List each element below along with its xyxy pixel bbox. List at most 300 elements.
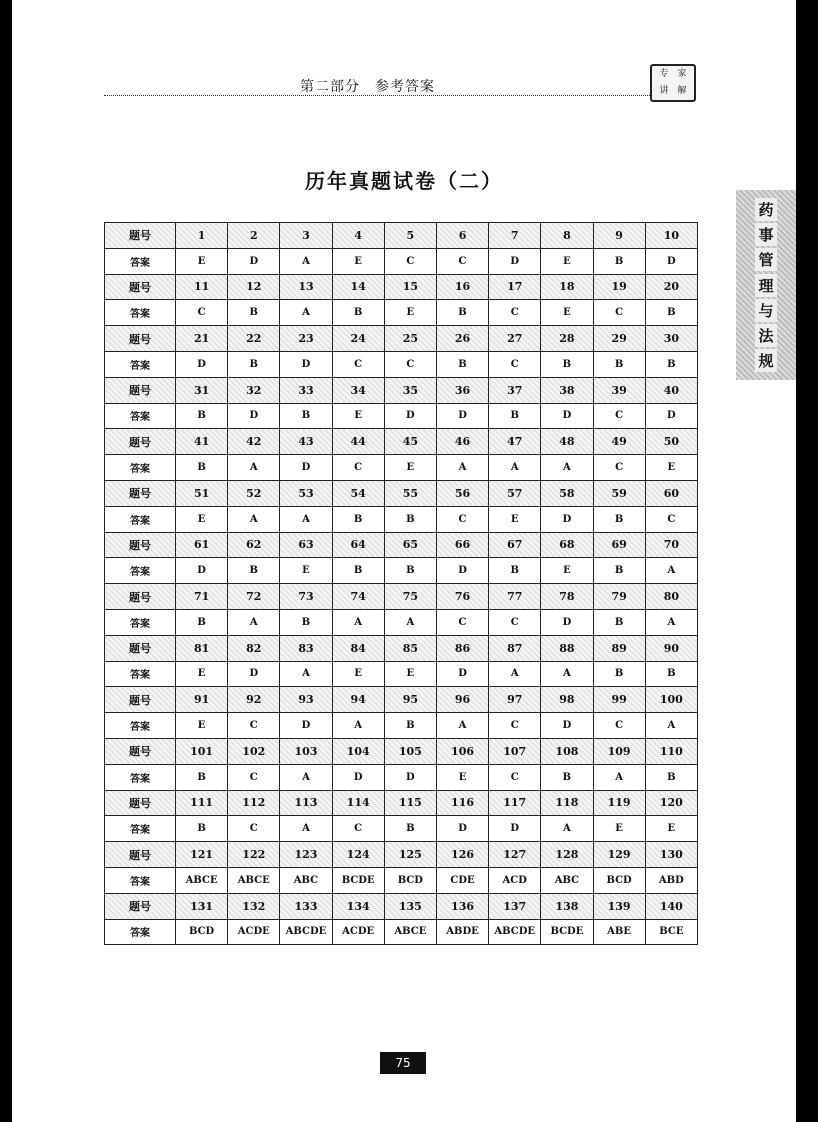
answer-cell: E bbox=[384, 300, 436, 326]
answer-row-label: 答案 bbox=[105, 919, 176, 945]
question-number-cell: 114 bbox=[332, 790, 384, 816]
question-number-cell: 129 bbox=[593, 842, 645, 868]
question-number-cell: 72 bbox=[228, 584, 280, 610]
answer-cell: A bbox=[332, 609, 384, 635]
question-number-cell: 131 bbox=[176, 893, 228, 919]
answer-row-label: 答案 bbox=[105, 609, 176, 635]
answer-cell: D bbox=[280, 713, 332, 739]
answer-cell: A bbox=[384, 609, 436, 635]
question-number-cell: 41 bbox=[176, 429, 228, 455]
logo-char: 解 bbox=[677, 86, 687, 96]
answer-cell: ACDE bbox=[332, 919, 384, 945]
question-number-cell: 56 bbox=[436, 480, 488, 506]
question-number-cell: 29 bbox=[593, 326, 645, 352]
question-row bbox=[105, 687, 698, 713]
question-number-cell: 70 bbox=[645, 532, 697, 558]
question-number-cell: 118 bbox=[541, 790, 593, 816]
side-tab-char: 药 bbox=[755, 198, 776, 221]
side-tab-char: 理 bbox=[755, 274, 776, 297]
answer-key-table bbox=[104, 222, 698, 945]
question-number-cell: 4 bbox=[332, 223, 384, 249]
question-number-cell: 94 bbox=[332, 687, 384, 713]
question-number-cell: 71 bbox=[176, 584, 228, 610]
question-number-cell: 66 bbox=[436, 532, 488, 558]
answer-cell: ABCDE bbox=[280, 919, 332, 945]
answer-cell: D bbox=[384, 764, 436, 790]
side-tab-char: 法 bbox=[755, 324, 776, 347]
answer-row-label: 答案 bbox=[105, 816, 176, 842]
question-number-cell: 24 bbox=[332, 326, 384, 352]
question-number-cell: 3 bbox=[280, 223, 332, 249]
answer-cell: B bbox=[332, 300, 384, 326]
question-number-cell: 90 bbox=[645, 635, 697, 661]
question-row-label: 题号 bbox=[105, 635, 176, 661]
answer-cell: ABC bbox=[541, 867, 593, 893]
answer-row-label: 答案 bbox=[105, 558, 176, 584]
answer-cell: ABCE bbox=[228, 867, 280, 893]
question-number-cell: 80 bbox=[645, 584, 697, 610]
answer-cell: BCE bbox=[645, 919, 697, 945]
answer-cell: B bbox=[384, 816, 436, 842]
answer-row bbox=[105, 867, 698, 893]
question-number-cell: 93 bbox=[280, 687, 332, 713]
question-number-cell: 78 bbox=[541, 584, 593, 610]
header-divider bbox=[104, 95, 650, 96]
answer-cell: B bbox=[593, 609, 645, 635]
answer-row bbox=[105, 816, 698, 842]
question-number-cell: 115 bbox=[384, 790, 436, 816]
question-number-cell: 16 bbox=[436, 274, 488, 300]
question-row-label: 题号 bbox=[105, 429, 176, 455]
answer-cell: D bbox=[436, 816, 488, 842]
question-number-cell: 112 bbox=[228, 790, 280, 816]
question-number-cell: 105 bbox=[384, 738, 436, 764]
question-number-cell: 57 bbox=[489, 480, 541, 506]
answer-cell: A bbox=[541, 661, 593, 687]
answer-cell: A bbox=[593, 764, 645, 790]
answer-cell: B bbox=[436, 351, 488, 377]
question-number-cell: 116 bbox=[436, 790, 488, 816]
question-number-cell: 106 bbox=[436, 738, 488, 764]
answer-cell: D bbox=[228, 661, 280, 687]
question-number-cell: 34 bbox=[332, 377, 384, 403]
question-number-cell: 108 bbox=[541, 738, 593, 764]
answer-row bbox=[105, 455, 698, 481]
question-number-cell: 119 bbox=[593, 790, 645, 816]
question-number-cell: 7 bbox=[489, 223, 541, 249]
question-number-cell: 13 bbox=[280, 274, 332, 300]
question-row-label: 题号 bbox=[105, 223, 176, 249]
answer-row bbox=[105, 558, 698, 584]
question-row-label: 题号 bbox=[105, 790, 176, 816]
question-number-cell: 88 bbox=[541, 635, 593, 661]
question-number-cell: 42 bbox=[228, 429, 280, 455]
answer-row-label: 答案 bbox=[105, 661, 176, 687]
running-header-title: 第二部分 参考答案 bbox=[300, 79, 435, 95]
question-row-label: 题号 bbox=[105, 738, 176, 764]
question-row bbox=[105, 635, 698, 661]
question-number-cell: 62 bbox=[228, 532, 280, 558]
answer-cell: D bbox=[436, 661, 488, 687]
page-number: 75 bbox=[380, 1052, 426, 1074]
answer-cell: D bbox=[332, 764, 384, 790]
question-number-cell: 17 bbox=[489, 274, 541, 300]
question-number-cell: 107 bbox=[489, 738, 541, 764]
question-number-cell: 97 bbox=[489, 687, 541, 713]
answer-cell: B bbox=[645, 764, 697, 790]
answer-cell: B bbox=[593, 506, 645, 532]
answer-cell: D bbox=[384, 403, 436, 429]
question-number-cell: 9 bbox=[593, 223, 645, 249]
answer-cell: B bbox=[593, 661, 645, 687]
answer-cell: A bbox=[541, 816, 593, 842]
answer-cell: A bbox=[645, 558, 697, 584]
answer-cell: B bbox=[228, 300, 280, 326]
question-number-cell: 76 bbox=[436, 584, 488, 610]
answer-cell: D bbox=[489, 248, 541, 274]
answer-cell: B bbox=[332, 558, 384, 584]
answer-cell: B bbox=[645, 661, 697, 687]
question-number-cell: 63 bbox=[280, 532, 332, 558]
question-number-cell: 123 bbox=[280, 842, 332, 868]
question-number-cell: 15 bbox=[384, 274, 436, 300]
answer-cell: ABE bbox=[593, 919, 645, 945]
answer-cell: B bbox=[176, 816, 228, 842]
question-number-cell: 109 bbox=[593, 738, 645, 764]
question-number-cell: 79 bbox=[593, 584, 645, 610]
question-number-cell: 28 bbox=[541, 326, 593, 352]
answer-row bbox=[105, 300, 698, 326]
question-number-cell: 53 bbox=[280, 480, 332, 506]
question-number-cell: 120 bbox=[645, 790, 697, 816]
side-tab-char: 与 bbox=[755, 299, 776, 322]
question-number-cell: 84 bbox=[332, 635, 384, 661]
question-number-cell: 43 bbox=[280, 429, 332, 455]
answer-row bbox=[105, 919, 698, 945]
question-number-cell: 133 bbox=[280, 893, 332, 919]
question-number-cell: 100 bbox=[645, 687, 697, 713]
answer-cell: D bbox=[541, 506, 593, 532]
answer-cell: BCD bbox=[384, 867, 436, 893]
question-number-cell: 95 bbox=[384, 687, 436, 713]
answer-cell: B bbox=[176, 764, 228, 790]
answer-cell: B bbox=[593, 558, 645, 584]
question-number-cell: 87 bbox=[489, 635, 541, 661]
question-number-cell: 22 bbox=[228, 326, 280, 352]
question-row-label: 题号 bbox=[105, 326, 176, 352]
question-number-cell: 64 bbox=[332, 532, 384, 558]
question-row bbox=[105, 532, 698, 558]
answer-cell: A bbox=[436, 455, 488, 481]
answer-cell: C bbox=[645, 506, 697, 532]
question-number-cell: 51 bbox=[176, 480, 228, 506]
answer-cell: A bbox=[332, 713, 384, 739]
answer-cell: E bbox=[332, 661, 384, 687]
answer-cell: B bbox=[489, 403, 541, 429]
answer-cell: B bbox=[280, 403, 332, 429]
question-number-cell: 35 bbox=[384, 377, 436, 403]
question-number-cell: 55 bbox=[384, 480, 436, 506]
question-number-cell: 8 bbox=[541, 223, 593, 249]
question-row bbox=[105, 893, 698, 919]
question-row-label: 题号 bbox=[105, 274, 176, 300]
answer-cell: D bbox=[541, 609, 593, 635]
question-number-cell: 61 bbox=[176, 532, 228, 558]
answer-cell: A bbox=[645, 609, 697, 635]
answer-cell: C bbox=[384, 248, 436, 274]
answer-cell: B bbox=[384, 506, 436, 532]
question-number-cell: 38 bbox=[541, 377, 593, 403]
side-tab-char: 管 bbox=[755, 248, 776, 271]
answer-cell: CDE bbox=[436, 867, 488, 893]
question-number-cell: 89 bbox=[593, 635, 645, 661]
answer-row bbox=[105, 403, 698, 429]
question-number-cell: 69 bbox=[593, 532, 645, 558]
answer-cell: C bbox=[489, 609, 541, 635]
side-tab-char: 规 bbox=[755, 349, 776, 372]
question-number-cell: 20 bbox=[645, 274, 697, 300]
question-number-cell: 81 bbox=[176, 635, 228, 661]
answer-cell: BCD bbox=[593, 867, 645, 893]
answer-cell: B bbox=[489, 558, 541, 584]
answer-cell: D bbox=[436, 403, 488, 429]
question-number-cell: 103 bbox=[280, 738, 332, 764]
answer-cell: ABCE bbox=[384, 919, 436, 945]
book-logo-icon bbox=[650, 64, 696, 102]
answer-cell: C bbox=[593, 300, 645, 326]
answer-cell: D bbox=[541, 713, 593, 739]
answer-cell: B bbox=[645, 300, 697, 326]
answer-cell: D bbox=[436, 558, 488, 584]
question-number-cell: 137 bbox=[489, 893, 541, 919]
answer-cell: A bbox=[489, 661, 541, 687]
answer-cell: B bbox=[645, 351, 697, 377]
answer-cell: C bbox=[332, 455, 384, 481]
question-row bbox=[105, 223, 698, 249]
question-number-cell: 83 bbox=[280, 635, 332, 661]
question-number-cell: 44 bbox=[332, 429, 384, 455]
question-number-cell: 54 bbox=[332, 480, 384, 506]
answer-cell: A bbox=[280, 248, 332, 274]
question-number-cell: 60 bbox=[645, 480, 697, 506]
answer-row-label: 答案 bbox=[105, 351, 176, 377]
answer-cell: D bbox=[280, 455, 332, 481]
answer-cell: D bbox=[489, 816, 541, 842]
answer-cell: ACDE bbox=[228, 919, 280, 945]
answer-cell: B bbox=[541, 764, 593, 790]
answer-row bbox=[105, 248, 698, 274]
answer-cell: ABCE bbox=[176, 867, 228, 893]
answer-cell: E bbox=[489, 506, 541, 532]
answer-cell: E bbox=[332, 403, 384, 429]
answer-cell: C bbox=[332, 816, 384, 842]
answer-cell: ABDE bbox=[436, 919, 488, 945]
answer-cell: E bbox=[280, 558, 332, 584]
question-row bbox=[105, 790, 698, 816]
question-number-cell: 124 bbox=[332, 842, 384, 868]
question-number-cell: 104 bbox=[332, 738, 384, 764]
question-number-cell: 125 bbox=[384, 842, 436, 868]
question-number-cell: 32 bbox=[228, 377, 280, 403]
answer-cell: E bbox=[384, 661, 436, 687]
question-number-cell: 65 bbox=[384, 532, 436, 558]
question-number-cell: 121 bbox=[176, 842, 228, 868]
answer-cell: ABC bbox=[280, 867, 332, 893]
question-number-cell: 5 bbox=[384, 223, 436, 249]
answer-cell: C bbox=[228, 713, 280, 739]
question-number-cell: 37 bbox=[489, 377, 541, 403]
answer-row-label: 答案 bbox=[105, 867, 176, 893]
answer-cell: B bbox=[176, 403, 228, 429]
question-row bbox=[105, 429, 698, 455]
question-number-cell: 58 bbox=[541, 480, 593, 506]
page-title: 历年真题试卷（二） bbox=[305, 169, 503, 193]
answer-cell: C bbox=[436, 248, 488, 274]
question-row-label: 题号 bbox=[105, 480, 176, 506]
question-number-cell: 138 bbox=[541, 893, 593, 919]
answer-cell: E bbox=[332, 248, 384, 274]
logo-char: 家 bbox=[677, 69, 687, 79]
answer-cell: E bbox=[593, 816, 645, 842]
question-number-cell: 26 bbox=[436, 326, 488, 352]
answer-cell: D bbox=[176, 351, 228, 377]
answer-row bbox=[105, 661, 698, 687]
question-number-cell: 98 bbox=[541, 687, 593, 713]
question-row-label: 题号 bbox=[105, 687, 176, 713]
question-number-cell: 12 bbox=[228, 274, 280, 300]
answer-cell: E bbox=[176, 248, 228, 274]
question-number-cell: 45 bbox=[384, 429, 436, 455]
question-number-cell: 19 bbox=[593, 274, 645, 300]
question-number-cell: 110 bbox=[645, 738, 697, 764]
question-number-cell: 74 bbox=[332, 584, 384, 610]
answer-cell: A bbox=[645, 713, 697, 739]
question-number-cell: 46 bbox=[436, 429, 488, 455]
question-row bbox=[105, 326, 698, 352]
answer-cell: A bbox=[280, 506, 332, 532]
answer-row-label: 答案 bbox=[105, 764, 176, 790]
question-number-cell: 122 bbox=[228, 842, 280, 868]
question-number-cell: 59 bbox=[593, 480, 645, 506]
answer-cell: D bbox=[645, 248, 697, 274]
answer-cell: C bbox=[436, 609, 488, 635]
answer-cell: C bbox=[593, 455, 645, 481]
answer-cell: C bbox=[593, 403, 645, 429]
question-row bbox=[105, 274, 698, 300]
question-number-cell: 52 bbox=[228, 480, 280, 506]
question-row bbox=[105, 842, 698, 868]
question-number-cell: 140 bbox=[645, 893, 697, 919]
answer-cell: A bbox=[280, 661, 332, 687]
answer-cell: A bbox=[489, 455, 541, 481]
answer-cell: D bbox=[645, 403, 697, 429]
question-number-cell: 111 bbox=[176, 790, 228, 816]
answer-cell: B bbox=[593, 248, 645, 274]
answer-cell: B bbox=[176, 609, 228, 635]
answer-cell: ABD bbox=[645, 867, 697, 893]
question-number-cell: 91 bbox=[176, 687, 228, 713]
answer-cell: B bbox=[436, 300, 488, 326]
question-number-cell: 36 bbox=[436, 377, 488, 403]
answer-row bbox=[105, 506, 698, 532]
answer-cell: C bbox=[489, 764, 541, 790]
question-number-cell: 126 bbox=[436, 842, 488, 868]
answer-cell: B bbox=[228, 351, 280, 377]
question-number-cell: 47 bbox=[489, 429, 541, 455]
answer-row-label: 答案 bbox=[105, 248, 176, 274]
answer-cell: C bbox=[489, 351, 541, 377]
answer-cell: E bbox=[541, 558, 593, 584]
question-number-cell: 96 bbox=[436, 687, 488, 713]
question-number-cell: 23 bbox=[280, 326, 332, 352]
question-row bbox=[105, 584, 698, 610]
question-number-cell: 135 bbox=[384, 893, 436, 919]
question-number-cell: 136 bbox=[436, 893, 488, 919]
answer-row-label: 答案 bbox=[105, 403, 176, 429]
question-row bbox=[105, 377, 698, 403]
question-number-cell: 10 bbox=[645, 223, 697, 249]
answer-cell: C bbox=[489, 713, 541, 739]
answer-cell: C bbox=[436, 506, 488, 532]
answer-cell: A bbox=[541, 455, 593, 481]
question-number-cell: 33 bbox=[280, 377, 332, 403]
answer-cell: BCDE bbox=[541, 919, 593, 945]
answer-cell: ABCDE bbox=[489, 919, 541, 945]
answer-cell: D bbox=[176, 558, 228, 584]
question-number-cell: 82 bbox=[228, 635, 280, 661]
question-number-cell: 39 bbox=[593, 377, 645, 403]
answer-cell: C bbox=[489, 300, 541, 326]
question-number-cell: 85 bbox=[384, 635, 436, 661]
question-number-cell: 132 bbox=[228, 893, 280, 919]
question-number-cell: 75 bbox=[384, 584, 436, 610]
answer-cell: A bbox=[228, 506, 280, 532]
question-number-cell: 73 bbox=[280, 584, 332, 610]
answer-row bbox=[105, 713, 698, 739]
answer-cell: C bbox=[176, 300, 228, 326]
question-number-cell: 11 bbox=[176, 274, 228, 300]
answer-cell: C bbox=[228, 764, 280, 790]
question-number-cell: 31 bbox=[176, 377, 228, 403]
answer-cell: D bbox=[280, 351, 332, 377]
question-number-cell: 68 bbox=[541, 532, 593, 558]
question-number-cell: 113 bbox=[280, 790, 332, 816]
question-row-label: 题号 bbox=[105, 584, 176, 610]
question-number-cell: 25 bbox=[384, 326, 436, 352]
question-number-cell: 117 bbox=[489, 790, 541, 816]
question-number-cell: 49 bbox=[593, 429, 645, 455]
answer-cell: A bbox=[228, 609, 280, 635]
answer-cell: B bbox=[332, 506, 384, 532]
answer-cell: E bbox=[384, 455, 436, 481]
side-tab-char: 事 bbox=[755, 223, 776, 246]
answer-cell: C bbox=[228, 816, 280, 842]
question-row-label: 题号 bbox=[105, 893, 176, 919]
question-row-label: 题号 bbox=[105, 532, 176, 558]
answer-cell: C bbox=[384, 351, 436, 377]
question-number-cell: 14 bbox=[332, 274, 384, 300]
question-row-label: 题号 bbox=[105, 377, 176, 403]
question-number-cell: 102 bbox=[228, 738, 280, 764]
answer-row-label: 答案 bbox=[105, 455, 176, 481]
answer-cell: BCD bbox=[176, 919, 228, 945]
answer-cell: E bbox=[645, 816, 697, 842]
answer-cell: A bbox=[436, 713, 488, 739]
question-number-cell: 21 bbox=[176, 326, 228, 352]
answer-cell: E bbox=[176, 506, 228, 532]
answer-row-label: 答案 bbox=[105, 300, 176, 326]
question-number-cell: 130 bbox=[645, 842, 697, 868]
